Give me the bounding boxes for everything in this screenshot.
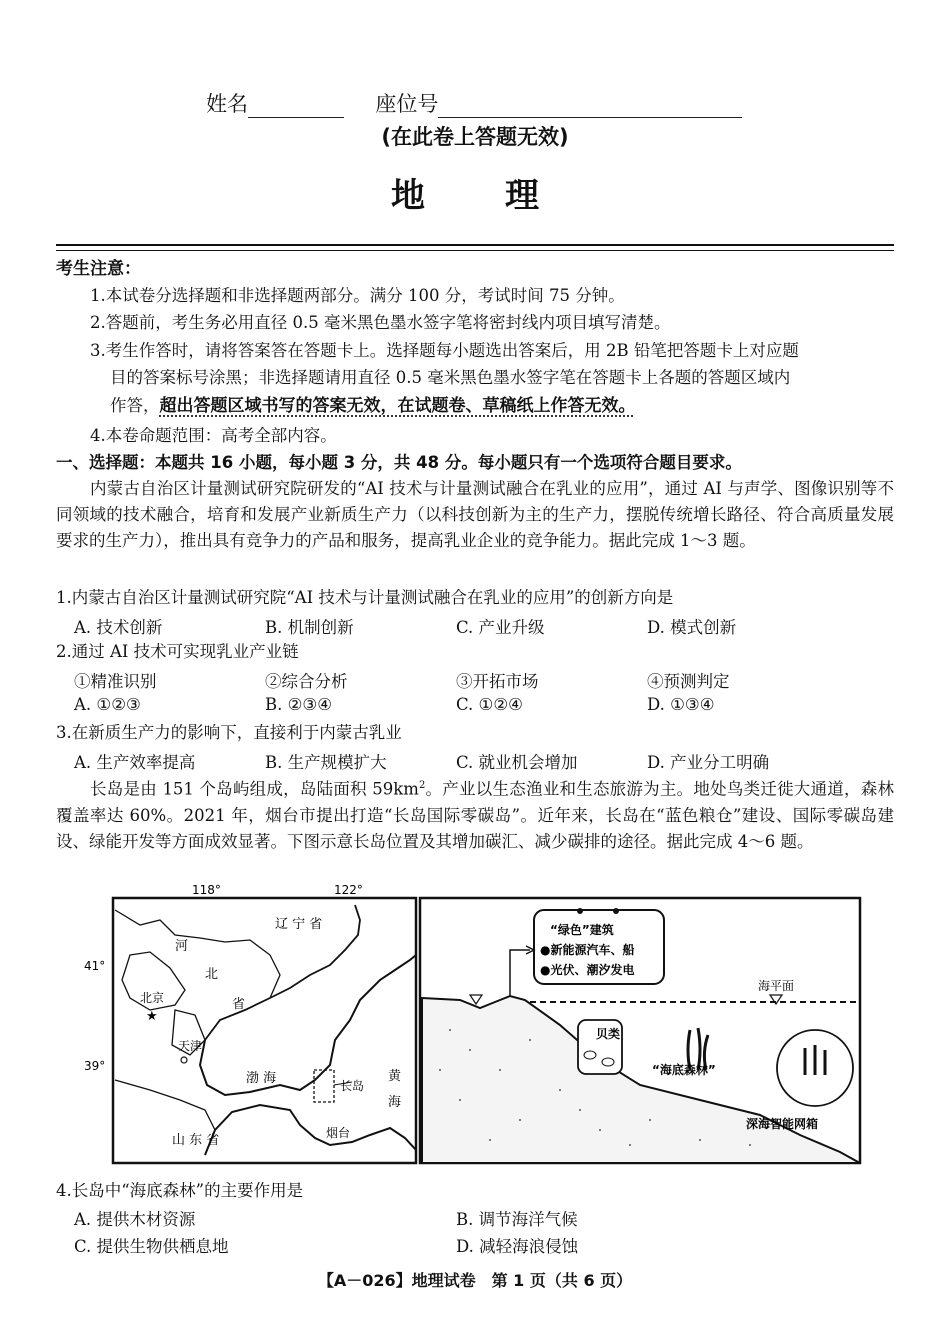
shandong-label: 山 东 省 xyxy=(172,1133,220,1148)
beijing-star-icon: ★ xyxy=(146,1009,158,1024)
q2-statement-1: ①精准识别 xyxy=(74,672,157,691)
liaoning-label: 辽 宁 省 xyxy=(275,917,323,932)
hebei-label-3: 省 xyxy=(232,997,246,1012)
q4-option-d: D. 减轻海浪侵蚀 xyxy=(456,1237,579,1256)
q3-option-d: D. 产业分工明确 xyxy=(647,753,770,772)
lon-118-label: 118° xyxy=(192,883,221,897)
q4-option-c: C. 提供生物供栖息地 xyxy=(74,1237,229,1256)
q3-stem: 3.在新质生产力的影响下，直接利于内蒙古乳业 xyxy=(56,723,402,742)
notice-emphasis: 超出答题区域书写的答案无效，在试题卷、草稿纸上作答无效。 xyxy=(159,396,636,416)
name-blank xyxy=(248,97,344,118)
km-superscript: 2 xyxy=(418,780,426,791)
header-rule-thin xyxy=(56,250,894,251)
candidate-info-line xyxy=(206,88,742,118)
q1-option-d: D. 模式创新 xyxy=(647,618,737,637)
q4-option-b: B. 调节海洋气候 xyxy=(456,1210,578,1229)
seaforest-label: “海底森林” xyxy=(652,1063,716,1077)
q1-option-c: C. 产业升级 xyxy=(456,618,545,637)
q2-statement-3: ③开拓市场 xyxy=(456,672,539,691)
header-rule-thick xyxy=(56,244,894,246)
q4-option-a: A. 提供木材资源 xyxy=(74,1210,196,1229)
q4-stem: 4.长岛中“海底森林”的主要作用是 xyxy=(56,1181,304,1200)
subject-title: 地理 xyxy=(391,176,619,216)
notice-heading: 考生注意： xyxy=(56,259,141,279)
green-building-label: “绿色”建筑 xyxy=(550,923,614,937)
notice-item-1: 1.本试卷分选择题和非选择题两部分。满分 100 分，考试时间 75 分钟。 xyxy=(90,286,625,305)
notice-item-3: 3.考生作答时，请将答案答在答题卡上。选择题每小题选出答案后，用 2B 铅笔把答题卡上对应题 xyxy=(90,341,799,360)
section-heading: 一、选择题：本题共 16 小题，每小题 3 分，共 48 分。每小题只有一个选项符合题目要求。 xyxy=(56,453,742,472)
passage-2: 长岛是由 151 个岛屿组成，岛陆面积 $59km^2$。产业以生态渔业和生态旅游为主。地处鸟类迁徙大通道，森林覆盖率达 60%。2021 年，烟台市提出打造“长岛国际零碳岛”。近年来，长岛在“蓝色粮仓”建设、国际零碳岛建设、绿能开发等方面成效显著。下图示意长岛位置及其增加碳汇、减少碳排的途径。据此完成 4～6 题。 xyxy=(56,779,895,851)
seat-blank xyxy=(438,97,742,118)
hebei-label-2: 北 xyxy=(205,967,219,982)
q1-option-b: B. 机制创新 xyxy=(265,618,354,637)
q1-option-a: A. 技术创新 xyxy=(74,618,163,637)
invalid-answer-note: (在此卷上答题无效) xyxy=(381,125,569,149)
carbon-diagram xyxy=(420,898,860,1163)
name-label: 姓名 xyxy=(206,92,248,116)
location-map xyxy=(84,883,416,1163)
q3-option-c: C. 就业机会增加 xyxy=(456,753,578,772)
q3-option-b: B. 生产规模扩大 xyxy=(265,753,387,772)
q2-stem: 2.通过 AI 技术可实现乳业产业链 xyxy=(56,642,299,661)
q2-option-a: A. ①②③ xyxy=(74,695,141,714)
bohai-label: 渤 海 xyxy=(246,1071,277,1086)
lon-122-label: 122° xyxy=(334,883,363,897)
changdao-label: 长岛 xyxy=(340,1079,365,1093)
q2-statement-2: ②综合分析 xyxy=(265,672,348,691)
new-energy-vehicle-label: ●新能源汽车、船 xyxy=(540,943,635,957)
solar-tidal-label: ●光伏、潮汐发电 xyxy=(540,963,635,977)
page-footer: 【A－026】地理试卷 第 1 页（共 6 页） xyxy=(317,1271,633,1290)
q1-stem: 1.内蒙古自治区计量测试研究院“AI 技术与计量测试融合在乳业的应用”的创新方向是 xyxy=(56,588,674,607)
lat-41-label: 41° xyxy=(84,959,106,973)
tianjin-label: 天津 xyxy=(178,1039,203,1053)
huanghai-label-1: 黄 xyxy=(388,1069,402,1084)
q2-option-c: C. ①②④ xyxy=(456,695,523,714)
lat-39-label: 39° xyxy=(84,1059,106,1073)
shellfish-label: 贝类 xyxy=(596,1027,621,1041)
beijing-label: 北京 xyxy=(140,991,165,1005)
sea-level-label: 海平面 xyxy=(758,979,795,993)
q2-option-d: D. ①③④ xyxy=(647,695,715,714)
yantai-label: 烟台 xyxy=(326,1126,351,1140)
notice-item-3-cont: 目的答案标号涂黑；非选择题请用直径 0.5 毫米黑色墨水签字笔在答题卡上各题的答题区域内 xyxy=(110,368,791,387)
cage-label: 深海智能网箱 xyxy=(746,1117,819,1131)
huanghai-label-2: 海 xyxy=(388,1095,402,1110)
q2-option-b: B. ②③④ xyxy=(265,695,332,714)
hebei-label-1: 河 xyxy=(175,939,189,954)
seat-label: 座位号 xyxy=(375,92,439,116)
changdao-figure xyxy=(0,880,950,1170)
passage-1: 内蒙古自治区计量测试研究院研发的“AI 技术与计量测试融合在乳业的应用”，通过 AI 与声学、图像识别等不同领域的技术融合，培育和发展产业新质生产力（以科技创新为主的生产力，摆脱传统增长路径、符合高质量发展要求的生产力），推出具有竞争力的产品和服务，提高乳业企业的竞争能力。据此完成 1～3 题。 xyxy=(56,479,894,550)
notice-item-3-end: 作答，超出答题区域书写的答案无效，在试题卷、草稿纸上作答无效。 xyxy=(110,396,636,416)
q3-option-a: A. 生产效率提高 xyxy=(74,753,196,772)
notice-item-2: 2.答题前，考生务必用直径 0.5 毫米黑色墨水签字笔将密封线内项目填写清楚。 xyxy=(90,313,671,332)
notice-item-4: 4.本卷命题范围：高考全部内容。 xyxy=(90,426,337,445)
q2-statement-4: ④预测判定 xyxy=(647,672,730,691)
